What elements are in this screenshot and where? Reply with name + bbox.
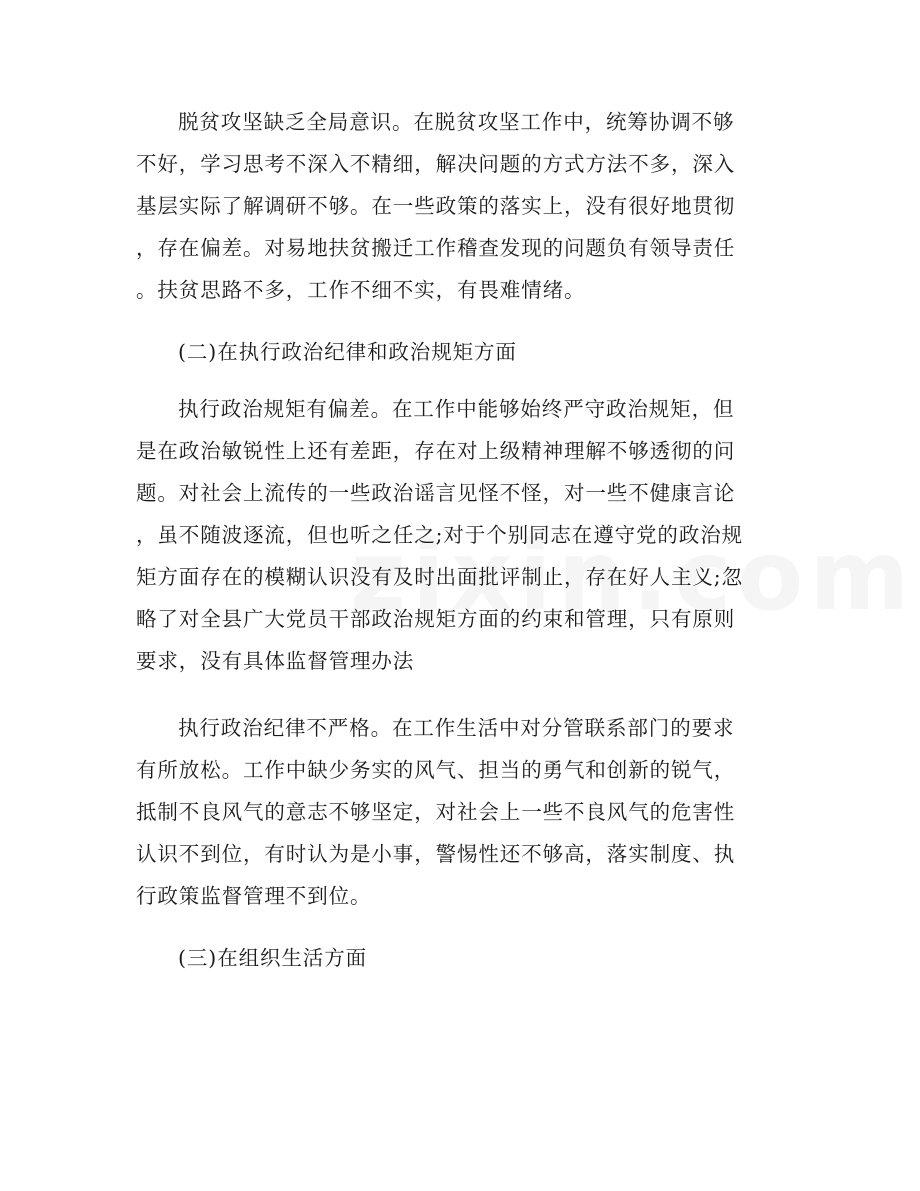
paragraph-2-line-7: 要求，没有具体监督管理办法 bbox=[136, 649, 415, 673]
paragraph-3-line-3: 抵制不良风气的意志不够坚定，对社会上一些不良风气的危害性 bbox=[136, 800, 736, 824]
paragraph-1-line-1: 脱贫攻坚缺乏全局意识。在脱贫攻坚工作中，统筹协调不够 bbox=[178, 110, 735, 134]
paragraph-2-line-5: 矩方面存在的模糊认识没有及时出面批评制止，存在好人主义;忽 bbox=[136, 565, 744, 589]
paragraph-1-line-2: 不好，学习思考不深入不精细，解决问题的方式方法不多，深入 bbox=[136, 152, 736, 176]
paragraph-1-line-3: 基层实际了解调研不够。在一些政策的落实上，没有很好地贯彻 bbox=[136, 194, 736, 218]
paragraph-1-line-5: 。扶贫思路不多，工作不细不实，有畏难情绪。 bbox=[136, 278, 586, 302]
paragraph-2-line-6: 略了对全县广大党员干部政治规矩方面的约束和管理，只有原则 bbox=[136, 607, 736, 631]
paragraph-3-line-1: 执行政治纪律不严格。在工作生活中对分管联系部门的要求 bbox=[178, 716, 735, 740]
paragraph-3-line-2: 有所放松。工作中缺少务实的风气、担当的勇气和创新的锐气， bbox=[136, 758, 736, 782]
paragraph-3-line-4: 认识不到位，有时认为是小事，警惕性还不够高，落实制度、执 bbox=[136, 842, 736, 866]
section-heading-2: (二)在执行政治纪律和政治规矩方面 bbox=[178, 340, 517, 364]
paragraph-2-line-1: 执行政治规矩有偏差。在工作中能够始终严守政治规矩，但 bbox=[178, 397, 735, 421]
paragraph-2-line-2: 是在政治敏锐性上还有差距，存在对上级精神理解不够透彻的问 bbox=[136, 439, 736, 463]
section-heading-3: (三)在组织生活方面 bbox=[178, 946, 367, 970]
paragraph-2-line-4: ，虽不随波逐流，但也听之任之;对于个别同志在遵守党的政治规 bbox=[136, 523, 744, 547]
paragraph-1-line-4: ，存在偏差。对易地扶贫搬迁工作稽查发现的问题负有领导责任 bbox=[136, 236, 736, 260]
paragraph-3-line-5: 行政策监督管理不到位。 bbox=[136, 884, 372, 908]
paragraph-2-line-3: 题。对社会上流传的一些政治谣言见怪不怪，对一些不健康言论 bbox=[136, 481, 736, 505]
